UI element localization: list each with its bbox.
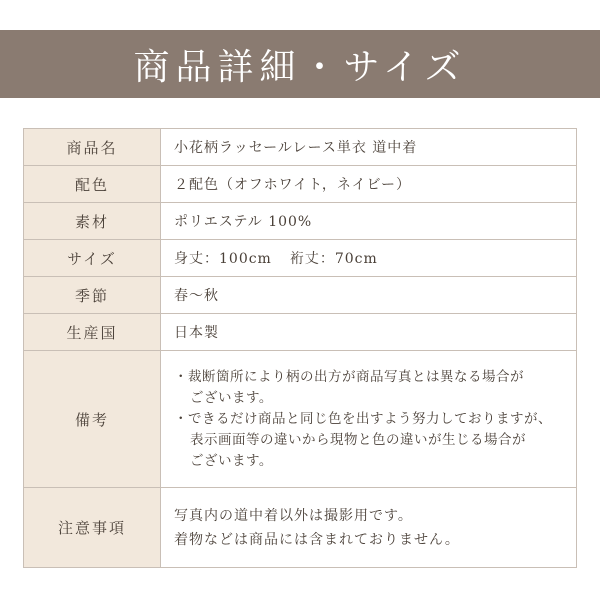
size-sleeve: 裄丈：70cm xyxy=(289,251,378,267)
spec-label: 配色 xyxy=(24,166,161,203)
note-line: 表示画面等の違いから現物と色の違いが生じる場合が xyxy=(190,431,526,448)
spec-label: 生産国 xyxy=(24,314,161,351)
spec-label: 商品名 xyxy=(24,129,161,166)
spec-row-season xyxy=(24,277,577,314)
spec-row-product-name xyxy=(24,129,577,166)
product-spec-table xyxy=(23,128,577,568)
page-title: 商品詳細・サイズ xyxy=(133,46,467,88)
notes-block xyxy=(161,351,577,488)
spec-row-size xyxy=(24,240,577,277)
spec-label: 注意事項 xyxy=(24,488,161,568)
spec-row-color xyxy=(24,166,577,203)
spec-label: 季節 xyxy=(24,277,161,314)
spec-value: 小花柄ラッセールレース単衣 道中着 xyxy=(161,129,577,166)
spec-label: 備考 xyxy=(24,351,161,488)
caution-line: 着物などは商品には含まれておりません。 xyxy=(174,531,460,548)
spec-value: ２配色（オフホワイト，ネイビー） xyxy=(161,166,577,203)
caution-line: 写真内の道中着以外は撮影用です。 xyxy=(174,507,413,524)
spec-row-material xyxy=(24,203,577,240)
title-banner xyxy=(0,30,600,98)
note-line: ・できるだけ商品と同じ色を出すよう努力しておりますが、 xyxy=(174,410,552,427)
spec-value: ポリエステル 100% xyxy=(161,203,577,240)
note-line: ございます。 xyxy=(190,452,273,469)
spec-value: 日本製 xyxy=(161,314,577,351)
spec-value-size xyxy=(161,240,577,277)
spec-row-caution xyxy=(24,488,577,568)
spec-value: 春～秋 xyxy=(161,277,577,314)
caution-block xyxy=(161,488,577,568)
spec-row-notes xyxy=(24,351,577,488)
note-line: ございます。 xyxy=(190,389,273,406)
spec-label: 素材 xyxy=(24,203,161,240)
note-line: ・裁断箇所により柄の出方が商品写真とは異なる場合が xyxy=(174,368,524,385)
size-length: 身丈：100cm xyxy=(174,251,272,267)
spec-row-origin xyxy=(24,314,577,351)
spec-label: サイズ xyxy=(24,240,161,277)
